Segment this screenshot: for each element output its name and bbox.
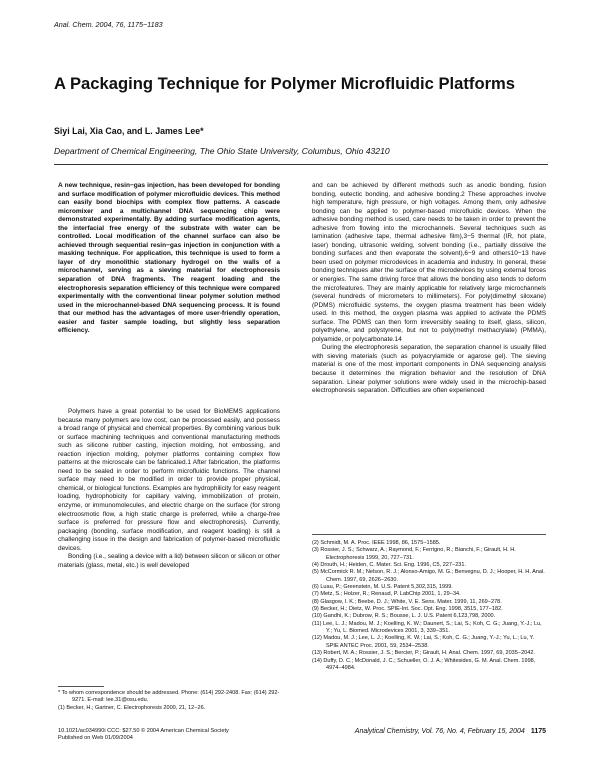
reference-item: (5) McCormick R. M.; Nelson, R. J.; Alonso-Amigo, M. G.; Benvegnu, D. J.; Hooper, H. H. Anal. Chem. 1997, 69, 2626−2630. <box>312 569 545 583</box>
footnote-divider <box>58 686 104 687</box>
article-title: A Packaging Technique for Polymer Microfluidic Platforms <box>54 74 516 93</box>
footer-left <box>58 728 229 743</box>
body-paragraph: Polymers have a great potential to be used for BioMEMS applications because many polymers are low cost, can be processed easily, and possess a broad range of physical and chemical properties. By combining various bulk or surface machining techniques and conventional manufacturing methods such as silicone rubber casting, injection molding, hot embossing, and reaction injection molding, polymer platforms containing complex flow patterns at the microscale can be fabricated.1 After fabrication, the platforms need to be sealed in order to perform microfluidic functions. The channel surface may need to be modified in order to provide proper physical, chemical, or biological functions. Examples are hydrophilicity for easy reagent loading, hydrophobicity for capillary valving, immobilization of protein, enzyme, or immunomolecules, and electric charge on the surface (for strong electroosmotic flow, a high static charge is preferred, while a charge-free surface is preferred for pressure flow and electrophoresis). Currently, packaging (bonding, surface modification, and reagent loading) is still a challenging issue in the design and fabrication of polymer-based microfluidic devices. <box>58 408 280 552</box>
reference-item: (10) Gandhi, K.; Dubrow, R. S.; Bousse, L. J. U.S. Patent 6,123,798, 2000. <box>312 613 496 620</box>
abstract: A new technique, resin−gas injection, has been developed for bonding and surface modification of polymer microfluidic devices. This method can easily bond biochips with complex flow patterns. A cascade micromixer and a multichannel DNA sequencing chip were demonstrated experimentally. By adding surface modification agents, the interfacial free energy of the substrate with water can be controlled. Local modification of the channel surface can also be achieved through sequential resin−gas injection in conjunction with a masking technique. For application, this technique is used to form a layer of dry monolithic stationary hydrogel on the walls of a microchannel, serving as a sieving material for electrophoresis separation of DNA fragments. The reagent loading and the electrophoresis separation efficiency of this technique were compared experimentally with the conventional linear polymer solution method used in the microchannel-based DNA sequencing process. It is found that our method has the advantages of more user-friendly operation, easier and faster sample loading, but slightly less separation efficiency. <box>58 182 280 335</box>
left-column-body <box>58 408 280 570</box>
reference-item: (1) Becker, H.; Gartner, C. Electrophoresis 2000, 21, 12−26. <box>58 704 206 711</box>
body-paragraph: and can be achieved by different methods such as anodic bonding, fusion bonding, eutectic bonding, and adhesive bonding.2 These approaches involve high temperature, high pressure, or high voltages. Among them, only adhesive bonding can be applied to polymer-based microfluidic devices. When the adhesive bonding method is used, care needs to be taken in order to prevent the adhesive from flowing into the microchannels. Several techniques such as lamination (adhesive tape, thermal adhesive film),3−5 thermal (IR, hot plate, laser) bonding, ultrasonic welding, solvent bonding (i.e., partially dissolve the bonding surfaces and then evaporate the solvent),6−9 and others10−13 have been used on polymer microdevices in academia and industry. In general, these bonding techniques alter the surface of the microdevices by using external forces or energies. The same driving force that allows the bonding also tends to deform the microfeatures. They are mainly applicable for relatively large microchannels (several hundreds of micrometers to millimeters). For poly(dimethyl siloxane) (PDMS) microfluidic systems, the oxygen plasma treatment has been widely used. In this method, the oxygen plasma was applied to activate the PDMS surface. The PDMS can then form irreversibly sealing to itself, glass, silicon, polyethylene, and polystyrene, but not to poly(methyl methacrylate) (PMMA), polyamide, or polycarbonate.14 <box>312 182 546 343</box>
reference-item: (12) Madou, M. J.; Lee, L. J.; Koelling, K. W.; Lai, S.; Koh, C. G.; Juang, Y.-J.; Yu, L.; Lu, Y. SPIE ANTEC Proc. 2001, 59, 2534−2538. <box>312 635 535 649</box>
reference-item: (14) Duffy, D. C.; McDonald, J. C.; Schueller, O. J. A.; Whitesides, G. M. Anal. Chem. 1998, 4974−4984. <box>312 657 536 671</box>
journal-issue: Analytical Chemistry, Vol. 76, No. 4, February 15, 2004 <box>354 728 525 735</box>
page-number: 1175 <box>530 728 546 735</box>
reference-item: (2) Schmidt, M. A. Proc. IEEE 1998, 86, 1575−1585. <box>312 540 441 546</box>
body-paragraph: During the electrophoresis separation, the separation channel is usually filled with sieving materials (such as polyacrylamide or agarose gel). The sieving material is one of the most important components in DNA sequencing analysis because it determines the migration behavior and the resolution of DNA separation. Linear polymer solutions were widely used in the microchip-based electrophoresis separation. Difficulties are often experienced <box>312 344 546 395</box>
reference-item: (4) Drouth, H.; Heiden, C. Mater. Sci. Eng. 1996, C5, 227−231. <box>312 562 467 569</box>
reference-item: (13) Robert, M. A.; Rossier, J. S.; Bercier, P.; Girault, H. Anal. Chem. 1997, 69, 2035−2042. <box>312 650 535 657</box>
reference-item: (9) Becker, H.; Dietz, W. Proc. SPIE-Int. Soc. Opt. Eng. 1998, 3515, 177−182. <box>312 606 503 613</box>
journal-citation: Anal. Chem. 2004, 76, 1175−1183 <box>54 20 163 29</box>
references-divider <box>312 534 546 535</box>
reference-item: (7) Metz, S.; Holzer, R.; Renaud, P. LabChip 2001, 1, 29−34. <box>312 591 461 598</box>
doi-line: 10.1021/ac034990i CCC: $27.50 © 2004 American Chemical Society <box>58 728 229 734</box>
footer-right <box>300 728 546 735</box>
right-column-body <box>312 182 546 396</box>
reference-item: (6) Luau, P.; Greenstein, M. U.S. Patent 5,302,315, 1999. <box>312 584 453 591</box>
article-authors: Siyi Lai, Xia Cao, and L. James Lee* <box>54 126 204 136</box>
reference-item: (8) Glasgow, I. K.; Beebe, D. J.; White, V. E. Sens. Mater. 1999, 11, 269−278. <box>312 598 502 605</box>
published-line: Published on Web 01/09/2004 <box>58 735 133 742</box>
footnotes <box>58 690 280 712</box>
reference-item: (11) Lee, L. J.; Madou, M. J.; Koelling, K. W.; Daunert, S.; Lai, S.; Koh, C. G.; Juang, Y.-J.; Lu, Y.; Yu, L. Biomed. Microdevices 2001, 3, 339−351. <box>312 620 542 635</box>
references-list <box>312 540 546 672</box>
title-divider <box>54 164 548 165</box>
correspondence-footnote: * To whom correspondence should be addressed. Phone: (614) 292-2408. Fax: (614) 292-9271. E-mail: lee.31@osu.edu. <box>58 690 280 704</box>
article-affiliation: Department of Chemical Engineering, The Ohio State University, Columbus, Ohio 43210 <box>54 146 390 156</box>
reference-item: (3) Rossier, J. S.; Schwarz, A.; Raymond, F.; Ferrigno, R.; Bianchi, F.; Girault, H. H. Electrophoresis 1999, 20, 727−731. <box>312 547 516 561</box>
body-paragraph: Bonding (i.e., sealing a device with a lid) between silicon or silicon or other materials (glass, metal, etc.) is well developed <box>58 553 280 569</box>
